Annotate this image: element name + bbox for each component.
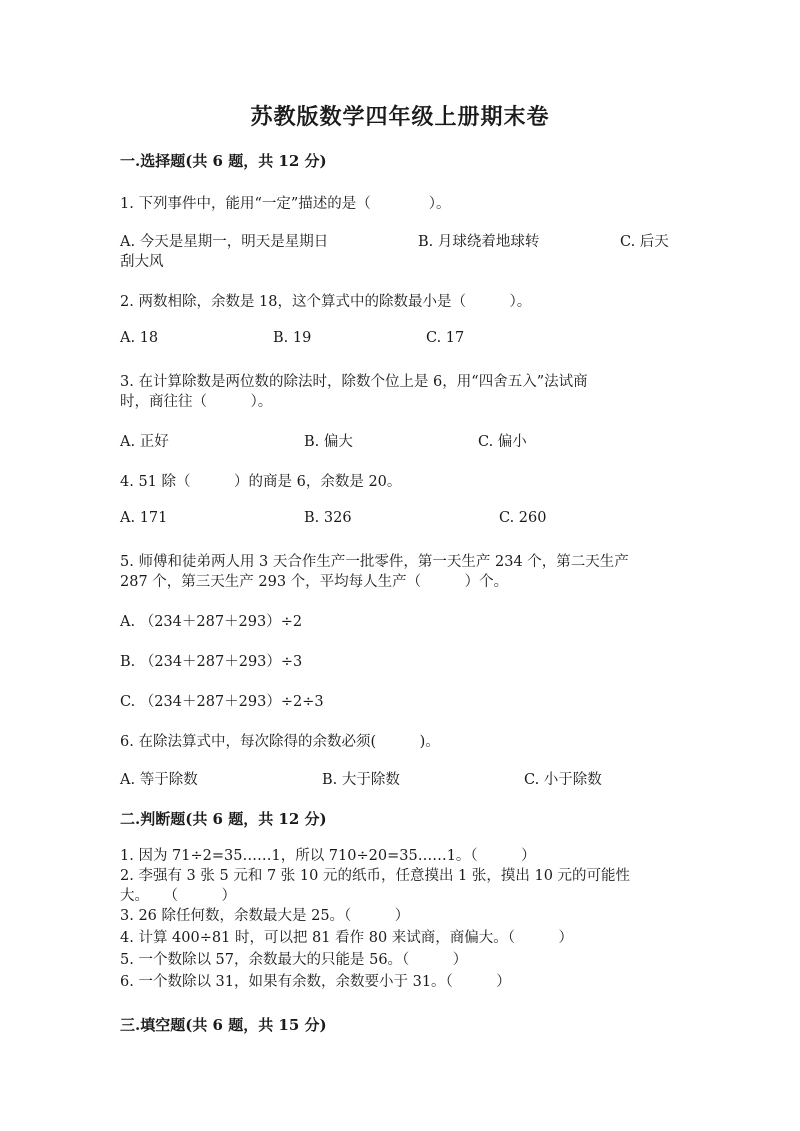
q3-option-b: B. 偏大 (304, 434, 353, 450)
section-fill-header: 三.填空题(共 6 题，共 15 分) (120, 1016, 327, 1034)
q3-option-a: A. 正好 (120, 434, 169, 450)
judge-item-2: 2. 李强有 3 张 5 元和 7 张 10 元的纸币，任意摸出 1 张，摸出 10 元的可能性 (120, 868, 631, 884)
question-3-line-1: 3. 在计算除数是两位数的除法时，除数个位上是 6，用“四舍五入”法试商 (120, 374, 588, 390)
question-2: 2. 两数相除，余数是 18，这个算式中的除数最小是（ ）。 (120, 294, 532, 310)
judge-item-5: 5. 一个数除以 57，余数最大的只能是 56。（ ） (120, 952, 468, 968)
section-choice-header: 一.选择题(共 6 题，共 12 分) (120, 152, 327, 170)
q1-option-c: C. 后天 (620, 234, 669, 250)
question-3-line-2: 时，商往往（ ）。 (120, 394, 273, 410)
question-6: 6. 在除法算式中，每次除得的余数必须( )。 (120, 734, 440, 750)
judge-item-3: 3. 26 除任何数，余数最大是 25。（ ） (120, 908, 410, 924)
q2-option-a: A. 18 (120, 330, 159, 346)
q5-option-c: C. （234＋287＋293）÷2÷3 (120, 694, 324, 710)
q2-option-c: C. 17 (426, 330, 465, 346)
q4-option-b: B. 326 (304, 510, 352, 526)
question-5-line-1: 5. 师傅和徒弟两人用 3 天合作生产一批零件，第一天生产 234 个，第二天生产 (120, 554, 629, 570)
q2-option-b: B. 19 (273, 330, 312, 346)
q6-option-b: B. 大于除数 (322, 772, 400, 788)
q5-option-a: A. （234＋287＋293）÷2 (120, 614, 303, 630)
q6-option-a: A. 等于除数 (120, 772, 198, 788)
q5-option-b: B. （234＋287＋293）÷3 (120, 654, 303, 670)
section-judge-header: 二.判断题(共 6 题，共 12 分) (120, 810, 327, 828)
page-title: 苏教版数学四年级上册期末卷 (250, 104, 550, 130)
q1-option-a: A. 今天是星期一，明天是星期日 (120, 234, 329, 250)
judge-item-4: 4. 计算 400÷81 时，可以把 81 看作 80 来试商，商偏大。（ ） (120, 930, 574, 946)
question-4: 4. 51 除（ ）的商是 6，余数是 20。 (120, 474, 402, 490)
q4-option-a: A. 171 (120, 510, 168, 526)
q6-option-c: C. 小于除数 (524, 772, 602, 788)
question-5-line-2: 287 个，第三天生产 293 个，平均每人生产（ ）个。 (120, 574, 509, 590)
judge-item-1: 1. 因为 71÷2=35……1，所以 710÷20=35……1。（ ） (120, 848, 536, 864)
q4-option-c: C. 260 (499, 510, 547, 526)
q1-option-c-continued: 刮大风 (120, 254, 164, 270)
q3-option-c: C. 偏小 (478, 434, 527, 450)
judge-item-6: 6. 一个数除以 31，如果有余数，余数要小于 31。（ ） (120, 974, 511, 990)
judge-item-2-continued: 大。 （ ） (120, 888, 236, 904)
q1-option-b: B. 月球绕着地球转 (418, 234, 540, 250)
question-1: 1. 下列事件中，能用“一定”描述的是（ ）。 (120, 196, 451, 212)
